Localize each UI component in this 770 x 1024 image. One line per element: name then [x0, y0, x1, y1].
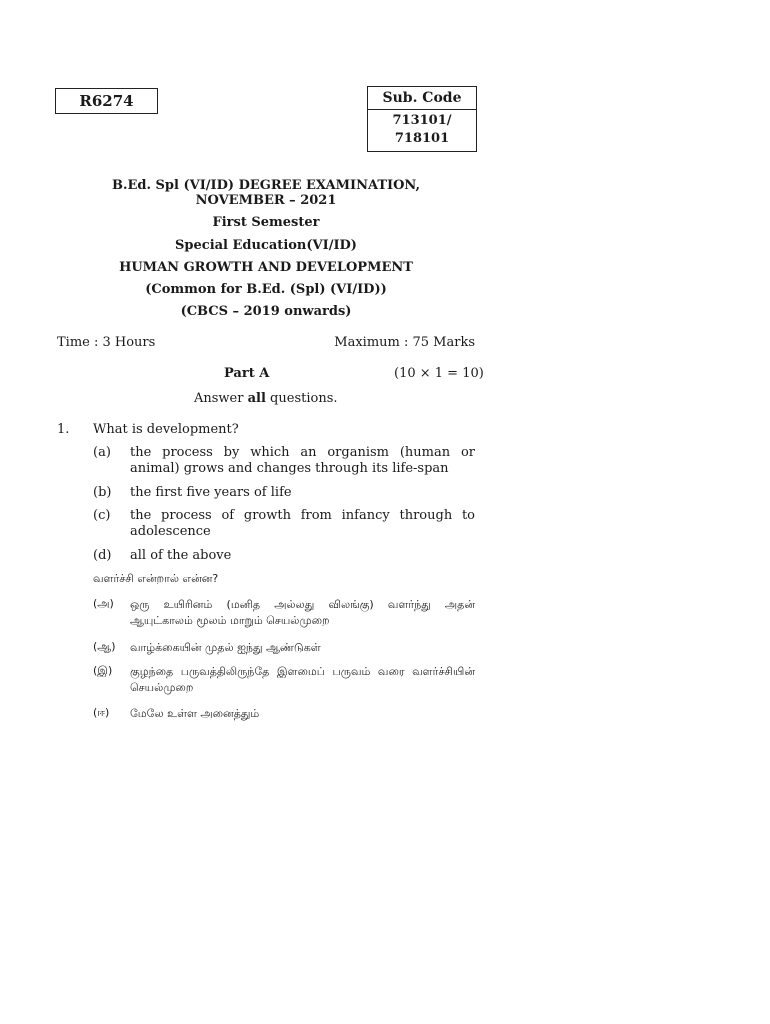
option-2-tamil-text: வாழ்க்கையின் முதல் ஐந்து ஆண்டுகள் [130, 641, 321, 654]
part-marks: (10 × 1 = 10) [394, 366, 484, 381]
sub-code-value-line1: 713101/ [392, 113, 452, 128]
instruction-bold: all [247, 391, 266, 406]
common-for: (Common for B.Ed. (Spl) (VI/ID)) [145, 282, 387, 297]
exam-title-line1: B.Ed. Spl (VI/ID) DEGREE EXAMINATION, [111, 178, 421, 193]
option-b-label: (b) [93, 485, 112, 500]
option-c-text: the process of growth from infancy through to adolescence [130, 508, 475, 539]
question-text-tamil: வளர்ச்சி என்றால் என்ன? [93, 572, 219, 585]
part-title: Part A [224, 366, 270, 381]
option-a-label: (a) [93, 445, 111, 460]
option-2-tamil-label: (ஆ) [93, 640, 116, 653]
option-4-tamil-text: மேலே உள்ள அனைத்தும் [130, 707, 260, 720]
instruction-post: questions. [265, 391, 338, 406]
question-text: What is development? [93, 422, 239, 437]
time-allowed: Time : 3 Hours [57, 335, 156, 350]
exam-title [55, 178, 477, 208]
option-1-tamil-text: ஒரு உயிரினம் (மனித அல்லது விலங்கு) வளர்ந்து அதன் ஆயுட்காலம் மூலம் மாறும் செயல்முறை [130, 598, 475, 627]
sub-code-value [368, 110, 476, 148]
time-marks-row [57, 335, 475, 350]
sub-code-box [367, 86, 477, 152]
option-a-text: the process by which an organism (human or animal) grows and changes through its life-span [130, 445, 475, 476]
option-d-label: (d) [93, 548, 112, 563]
paper-code-box: R6274 [55, 88, 158, 114]
subject-title: HUMAN GROWTH AND DEVELOPMENT [119, 260, 413, 275]
instruction [194, 391, 338, 406]
paper-area: Special Education(VI/ID) [175, 238, 357, 253]
option-1-tamil-label: (அ) [93, 597, 114, 610]
option-b-text: the first five years of life [130, 485, 292, 500]
exam-title-line2: NOVEMBER – 2021 [195, 193, 337, 208]
sub-code-value-line2: 718101 [394, 131, 450, 146]
semester: First Semester [212, 215, 320, 230]
question-number: 1. [57, 422, 70, 437]
option-d-text: all of the above [130, 548, 232, 563]
option-3-tamil-label: (இ) [93, 664, 113, 677]
option-3-tamil-text: குழந்தை பருவத்திலிருந்தே இளமைப் பருவம் வரை வளர்ச்சியின் செயல்முறை [130, 665, 475, 694]
sub-code-label: Sub. Code [368, 87, 476, 110]
instruction-pre: Answer [194, 391, 248, 406]
maximum-marks: Maximum : 75 Marks [334, 335, 475, 350]
option-c-label: (c) [93, 508, 111, 523]
scheme: (CBCS – 2019 onwards) [180, 304, 352, 319]
option-4-tamil-label: (ஈ) [93, 706, 110, 719]
